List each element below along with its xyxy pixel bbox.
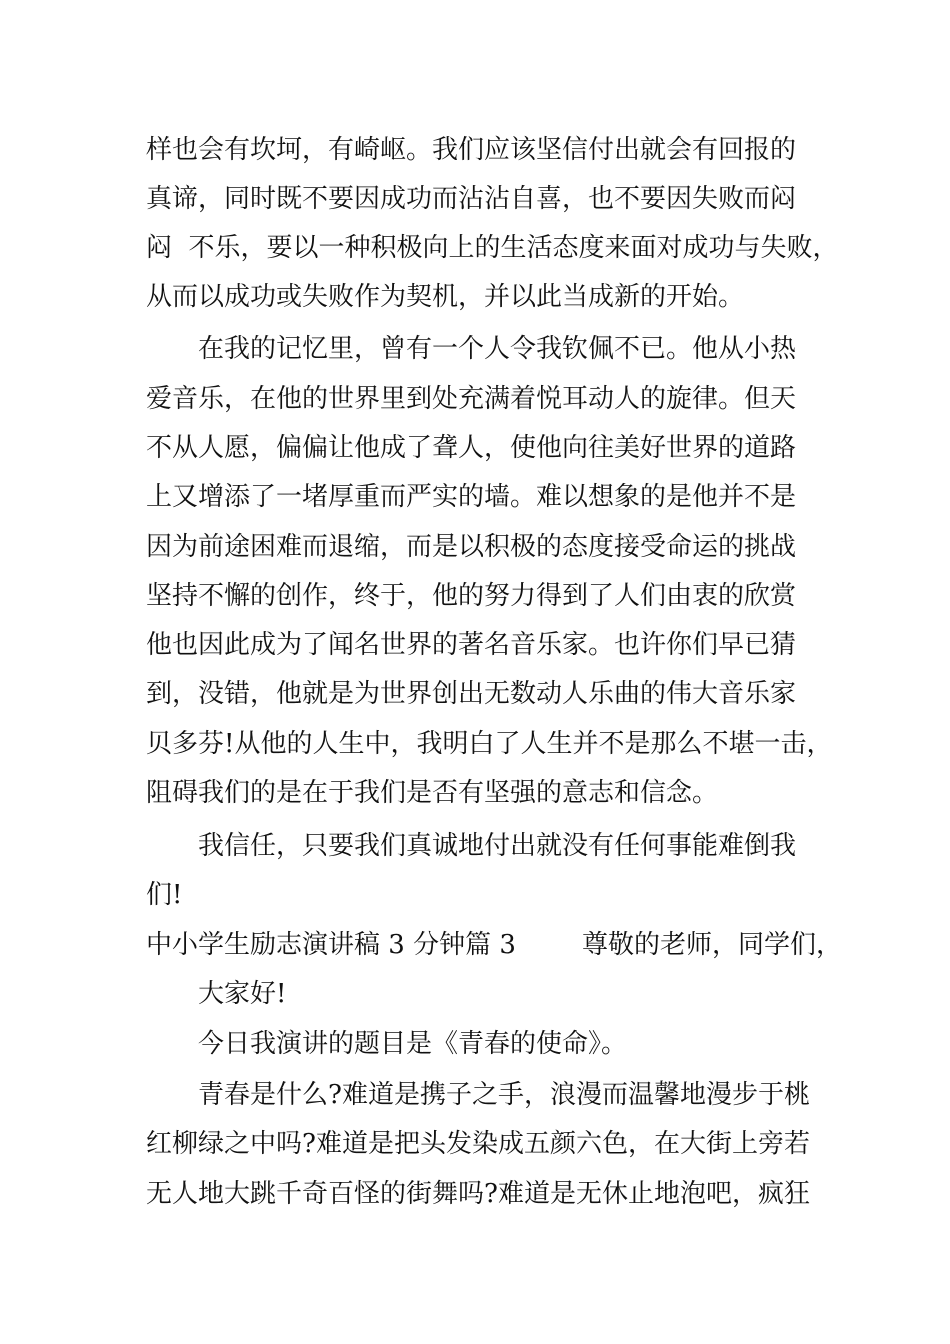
text-line: 真谛，同时既不要因成功而沾沾自喜，也不要因失败而闷 xyxy=(146,184,797,214)
text-line: 样也会有坎坷，有崎岖。我们应该坚信付出就会有回报的 xyxy=(146,135,797,165)
text-line: 们! xyxy=(146,880,183,910)
greeting-line: 大家好! xyxy=(198,979,287,1009)
text-line: 到，没错，他就是为世界创出无数动人乐曲的伟大音乐家 xyxy=(146,679,797,709)
paragraph-first-line: 我信任，只要我们真诚地付出就没有任何事能难倒我 xyxy=(198,831,797,861)
text-line: 爱音乐，在他的世界里到处充满着悦耳动人的旋律。但天 xyxy=(146,384,797,414)
paragraph-first-line: 今日我演讲的题目是《青春的使命》。 xyxy=(198,1029,628,1059)
paragraph-first-line: 青春是什么?难道是携子之手，浪漫而温馨地漫步于桃 xyxy=(198,1080,810,1110)
text-line: 因为前途困难而退缩，而是以积极的态度接受命运的挑战 xyxy=(146,532,797,562)
text-line: 坚持不懈的创作，终于，他的努力得到了人们由衷的欣赏 xyxy=(146,581,797,611)
text-line: 上又增添了一堵厚重而严实的墙。难以想象的是他并不是 xyxy=(146,482,797,512)
text-line: 阻碍我们的是在于我们是否有坚强的意志和信念。 xyxy=(146,778,719,808)
section-heading: 中小学生励志演讲稿 3 分钟篇 3 尊敬的老师，同学们， xyxy=(146,930,842,960)
text-line: 不从人愿，偏偏让他成了聋人，使他向往美好世界的道路 xyxy=(146,433,797,463)
text-line: 他也因此成为了闻名世界的著名音乐家。也许你们早已猜 xyxy=(146,630,797,660)
paragraph-first-line: 在我的记忆里，曾有一个人令我钦佩不已。他从小热 xyxy=(198,334,797,364)
text-line: 从而以成功或失败作为契机，并以此当成新的开始。 xyxy=(146,282,745,312)
text-line: 闷 不乐，要以一种积极向上的生活态度来面对成功与失败， xyxy=(146,233,839,263)
text-line: 无人地大跳千奇百怪的街舞吗?难道是无休止地泡吧，疯狂 xyxy=(146,1179,810,1209)
text-line: 贝多芬!从他的人生中，我明白了人生并不是那么不堪一击， xyxy=(146,729,833,759)
text-line: 红柳绿之中吗?难道是把头发染成五颜六色，在大街上旁若 xyxy=(146,1129,810,1159)
